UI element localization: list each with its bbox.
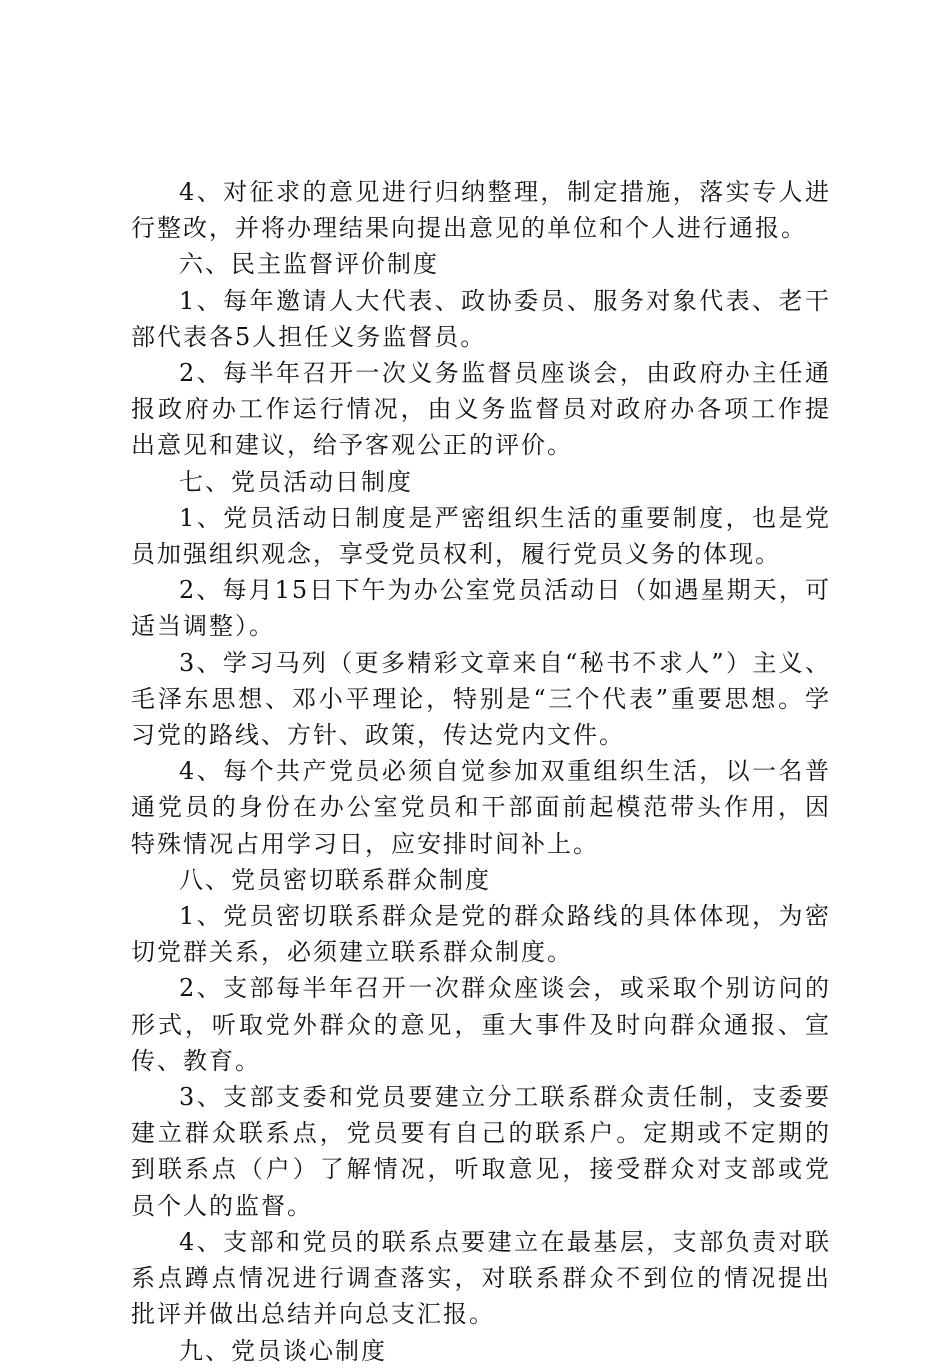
paragraph: 3、学习马列（更多精彩文章来自“秘书不求人”）主义、毛泽东思想、邓小平理论，特别是“三个代表”重要思想。学习党的路线、方针、政策，传达党内文件。 <box>131 648 831 750</box>
section-heading: 六、民主监督评价制度 <box>179 250 439 279</box>
paragraph: 1、党员密切联系群众是党的群众路线的具体体现，为密切党群关系，必须建立联系群众制度。 <box>131 902 831 967</box>
section-heading: 七、党员活动日制度 <box>179 467 413 496</box>
paragraph: 2、每月15日下午为办公室党员活动日（如遇星期天，可适当调整）。 <box>131 576 831 641</box>
section-heading: 九、党员谈心制度 <box>179 1336 387 1365</box>
paragraph: 4、每个共产党员必须自觉参加双重组织生活，以一名普通党员的身份在办公室党员和干部面前起模范带头作用，因特殊情况占用学习日，应安排时间补上。 <box>131 757 831 858</box>
document-body <box>131 174 831 1369</box>
paragraph: 3、支部支委和党员要建立分工联系群众责任制，支委要建立群众联系点，党员要有自己的联系户。定期或不定期的到联系点（户）了解情况，听取意见，接受群众对支部或党员个人的监督。 <box>131 1083 831 1220</box>
paragraph: 4、支部和党员的联系点要建立在最基层，支部负责对联系点蹲点情况进行调查落实，对联系群众不到位的情况提出批评并做出总结并向总支汇报。 <box>131 1227 831 1329</box>
section-heading: 八、党员密切联系群众制度 <box>179 865 491 894</box>
paragraph: 2、支部每半年召开一次群众座谈会，或采取个别访问的形式，听取党外群众的意见，重大事件及时向群众通报、宣传、教育。 <box>131 974 831 1075</box>
paragraph: 1、党员活动日制度是严密组织生活的重要制度，也是党员加强组织观念，享受党员权利，履行党员义务的体现。 <box>131 503 831 569</box>
paragraph: 2、每半年召开一次义务监督员座谈会，由政府办主任通报政府办工作运行情况，由义务监督员对政府办各项工作提出意见和建议，给予客观公正的评价。 <box>131 359 831 460</box>
paragraph: 1、每年邀请人大代表、政协委员、服务对象代表、老干部代表各5人担任义务监督员。 <box>131 286 831 351</box>
paragraph: 4、对征求的意见进行归纳整理，制定措施，落实专人进行整改，并将办理结果向提出意见的单位和个人进行通报。 <box>131 178 831 243</box>
